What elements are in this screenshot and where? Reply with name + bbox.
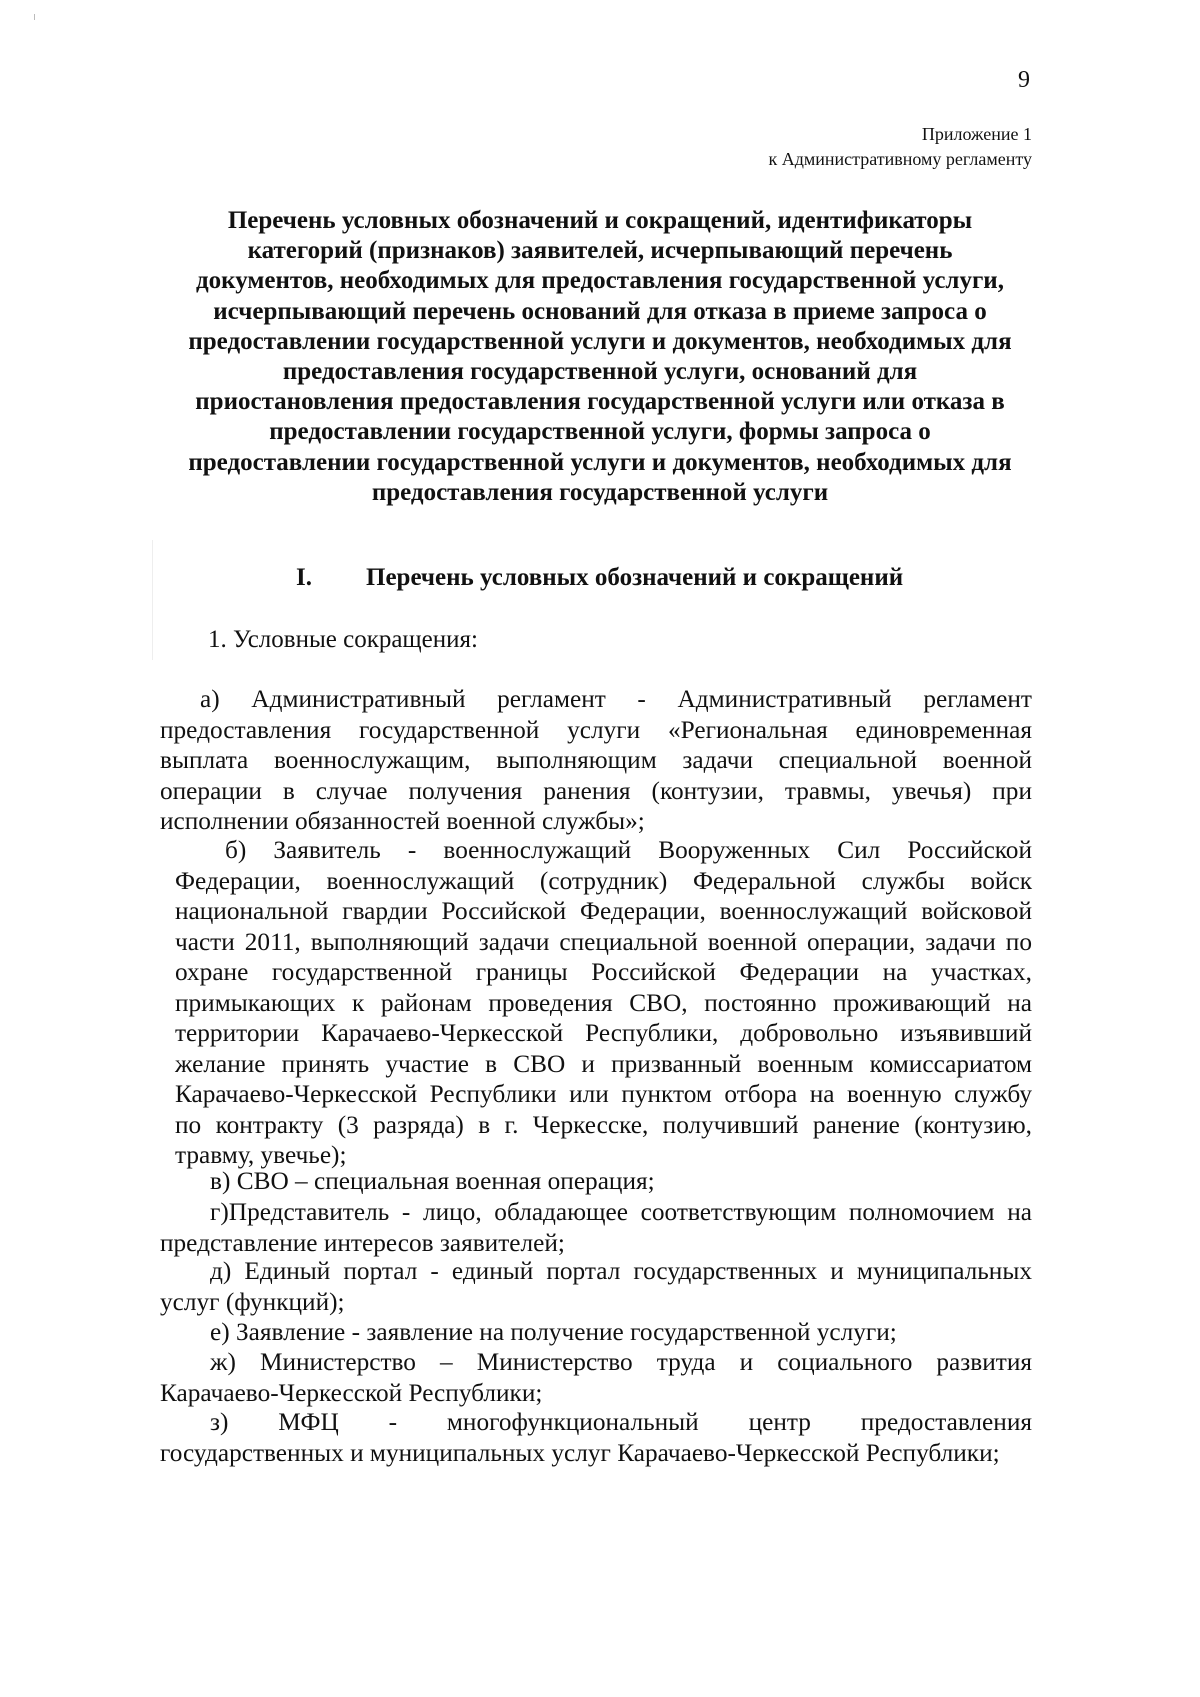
item-line: территории Карачаево-Черкесской Республики, добровольно изъявивший: [175, 1019, 1032, 1047]
item-a: [160, 684, 1032, 837]
item-line: представление интересов заявителей;: [160, 1228, 565, 1257]
page-number: 9: [1018, 67, 1030, 93]
section-number: I.: [296, 564, 312, 591]
item-line: части 2011, выполняющий задачи специальной военной операции, задачи по: [175, 927, 1032, 956]
item-d: [160, 1256, 1032, 1317]
item-b: [175, 835, 1032, 1171]
item-line: операции в случае получения ранения (контузии, травмы, увечья) при: [160, 776, 1032, 805]
title-line: категорий (признаков) заявителей, исчерпывающий перечень: [247, 237, 953, 265]
title-line: предоставления государственной услуги, оснований для: [282, 358, 918, 386]
item-line: е) Заявление - заявление на получение государственной услуги;: [210, 1318, 897, 1346]
item-line: а) Административный регламент - Административный регламент: [200, 685, 1032, 713]
item-v: [160, 1166, 1032, 1197]
item-line: выплата военнослужащим, выполняющим задачи специальной военной: [160, 746, 1032, 774]
section-title: Перечень условных обозначений и сокращений: [366, 564, 904, 591]
item-line: Карачаево-Черкесской Республики или пунктом отбора на военную службу: [175, 1080, 1032, 1108]
title-line: документов, необходимых для предоставления государственной услуги,: [196, 267, 1004, 295]
item-line: травму, увечье);: [175, 1141, 347, 1169]
item-line: г)Представитель - лицо, обладающее соответствующим полномочием на: [210, 1198, 1032, 1226]
appendix-line-2: к Административному регламенту: [768, 149, 1032, 169]
appendix-line-1: Приложение 1: [921, 124, 1032, 144]
item-e: [160, 1317, 1032, 1348]
item-line: в) СВО – специальная военная операция;: [210, 1167, 655, 1195]
item-line: желание принять участие в СВО и призванный военным комиссариатом: [175, 1049, 1032, 1078]
item-line: охране государственной границы Российской Федерации на участках,: [175, 958, 1032, 986]
item-line: б) Заявитель - военнослужащий Вооруженных Сил Российской: [225, 836, 1032, 864]
item-line: по контракту (3 разряда) в г. Черкесске, получивший ранение (контузию,: [175, 1110, 1032, 1139]
item-line: Карачаево-Черкесской Республики;: [160, 1378, 543, 1407]
item-line: предоставления государственной услуги «Региональная единовременная: [160, 715, 1032, 744]
document-title: [155, 206, 1045, 508]
scan-edge: [152, 540, 153, 660]
item-line: з) МФЦ - многофункциональный центр предоставления: [210, 1408, 1032, 1436]
item-z: [160, 1407, 1032, 1468]
scan-mark: [34, 14, 35, 20]
abbreviations-subheading: 1. Условные сокращения:: [208, 626, 478, 653]
item-line: примыкающих к районам проведения СВО, постоянно проживающий на: [175, 988, 1032, 1017]
item-g: [160, 1197, 1032, 1258]
title-line: предоставлении государственной услуги и документов, необходимых для: [188, 327, 1012, 355]
item-line: исполнении обязанностей военной службы»;: [160, 807, 645, 835]
title-line: исчерпывающий перечень оснований для отказа в приеме запроса о: [213, 297, 987, 325]
section-heading: [296, 562, 903, 594]
item-line: д) Единый портал - единый портал государственных и муниципальных: [210, 1257, 1032, 1285]
appendix-note: [768, 122, 1032, 172]
item-line: ж) Министерство – Министерство труда и социального развития: [210, 1348, 1032, 1376]
title-line: предоставлении государственной услуги, формы запроса о: [269, 418, 931, 446]
title-line: Перечень условных обозначений и сокращений, идентификаторы: [227, 207, 973, 234]
item-line: услуг (функций);: [160, 1287, 345, 1316]
title-line: предоставлении государственной услуги и документов, необходимых для: [188, 448, 1012, 476]
item-line: национальной гвардии Российской Федерации, военнослужащий войсковой: [175, 897, 1032, 925]
item-line: государственных и муниципальных услуг Карачаево-Черкесской Республики;: [160, 1438, 1000, 1467]
item-line: Федерации, военнослужащий (сотрудник) Федеральной службы войск: [175, 866, 1032, 895]
title-line: приостановления предоставления государственной услуги или отказа в: [195, 388, 1005, 416]
item-zh: [160, 1347, 1032, 1408]
title-line: предоставления государственной услуги: [371, 478, 829, 506]
